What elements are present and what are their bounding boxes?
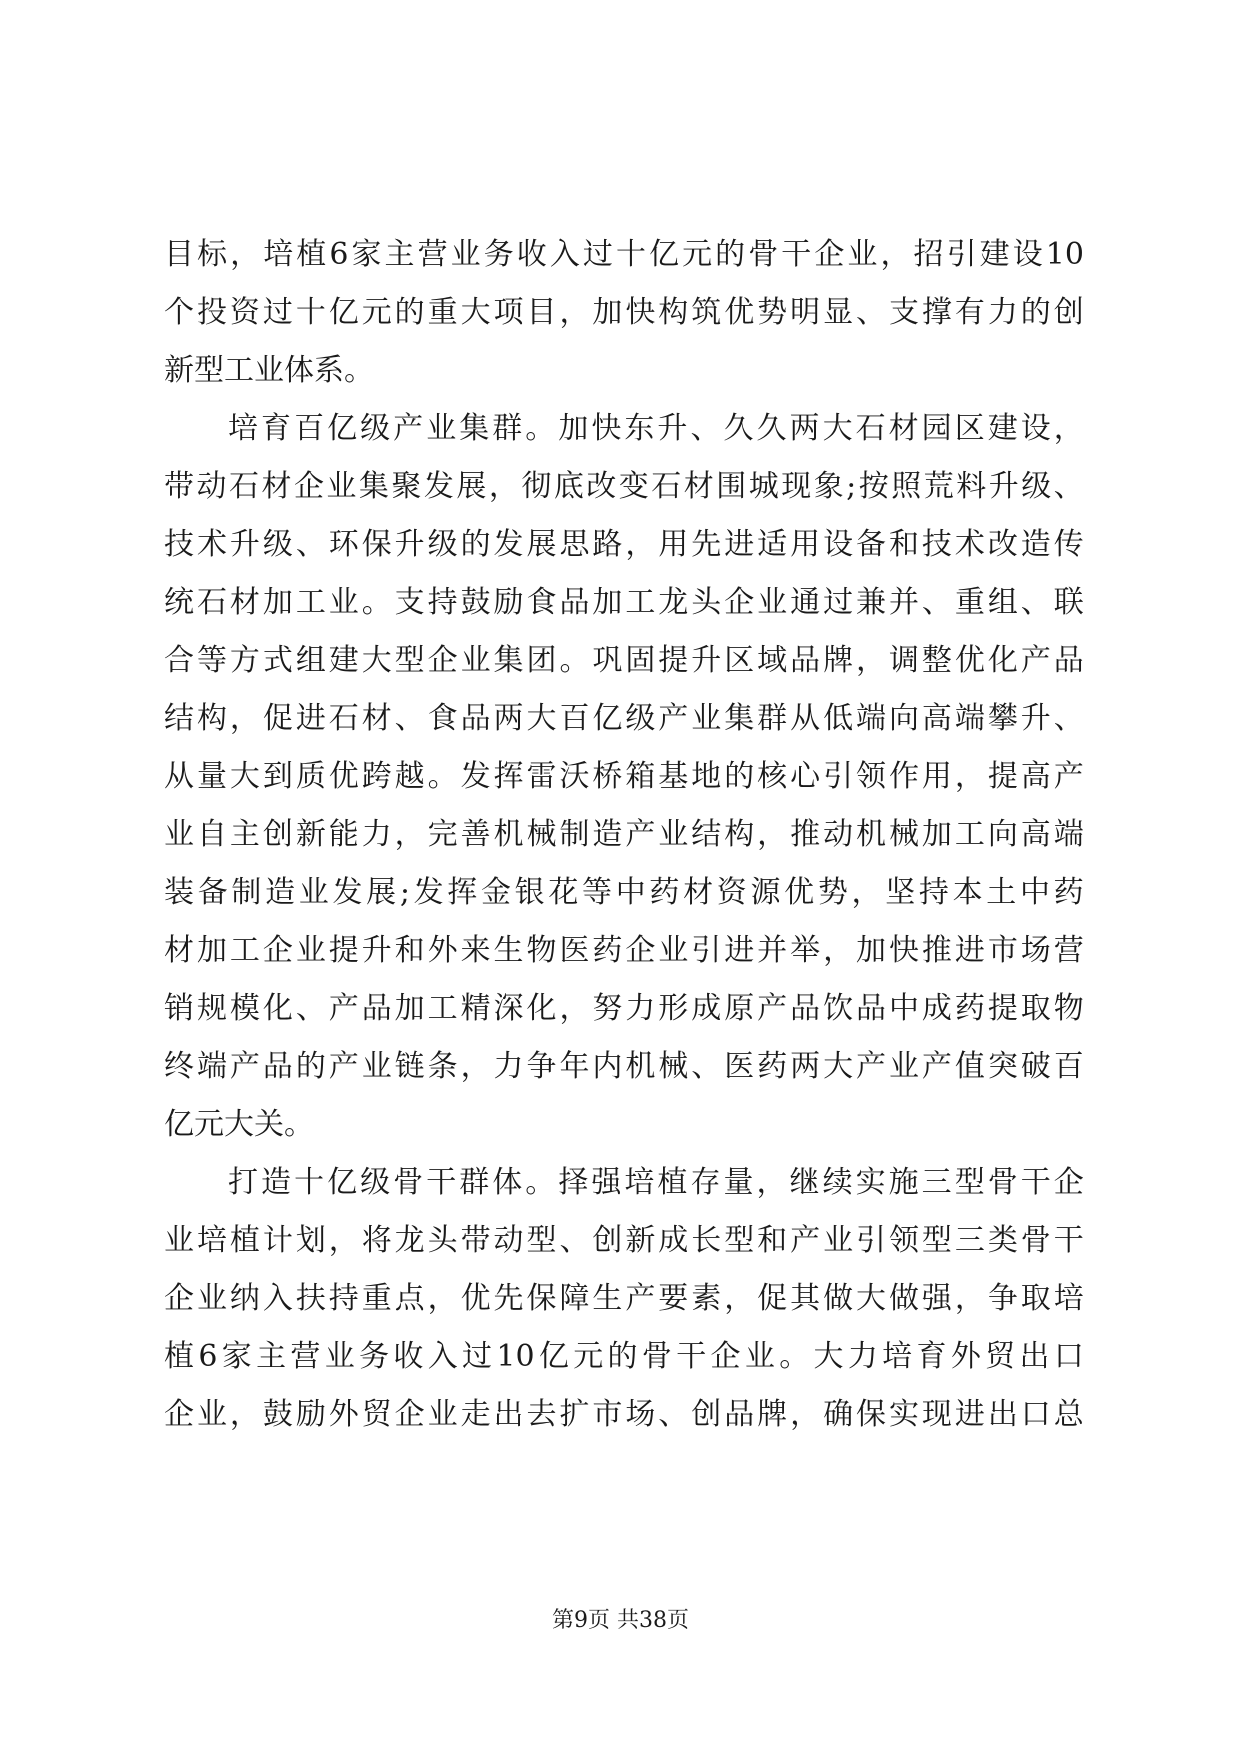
text-line: 装 备 制 造 业 发 展 ; 发 挥 金 银 花 等 中 药 材 资 源 优 势 ， 坚 持 本 土 中 药	[164, 875, 1084, 910]
text-line: 企 业 纳 入 扶 持 重 点 ， 优 先 保 障 生 产 要 素 ， 促 其 做 大 做 强 ， 争 取 培	[164, 1281, 1084, 1316]
text-line: 新 型 工 业 体 系 。	[164, 353, 374, 388]
text-line: 业 培 植 计 划 ， 将 龙 头 带 动 型 、 创 新 成 长 型 和 产 业 引 领 型 三 类 骨 干	[164, 1223, 1084, 1258]
text-line: 合 等 方 式 组 建 大 型 企 业 集 团 。 巩 固 提 升 区 域 品 牌 ， 调 整 优 化 产 品	[164, 643, 1084, 678]
paragraph-first-line: 打 造 十 亿 级 骨 干 群 体 。 择 强 培 植 存 量 ， 继 续 实 施 三 型 骨 干 企	[228, 1165, 1084, 1200]
text-line: 技 术 升 级 、 环 保 升 级 的 发 展 思 路 ， 用 先 进 适 用 设 备 和 技 术 改 造 传	[164, 527, 1084, 562]
text-line: 目 标 ， 培 植 6 家 主 营 业 务 收 入 过 十 亿 元 的 骨 干 企 业 ， 招 引 建 设 10	[164, 237, 1084, 272]
text-line: 从 量 大 到 质 优 跨 越 。 发 挥 雷 沃 桥 箱 基 地 的 核 心 引 领 作 用 ， 提 高 产	[164, 759, 1084, 794]
text-line: 植 6 家 主 营 业 务 收 入 过 10 亿 元 的 骨 干 企 业 。 大 力 培 育 外 贸 出 口	[164, 1339, 1084, 1374]
text-line: 材 加 工 企 业 提 升 和 外 来 生 物 医 药 企 业 引 进 并 举 ， 加 快 推 进 市 场 营	[164, 933, 1084, 968]
text-line: 亿 元 大 关 。	[164, 1107, 314, 1142]
paragraph-first-line: 培 育 百 亿 级 产 业 集 群 。 加 快 东 升 、 久 久 两 大 石 材 园 区 建 设 ，	[228, 411, 1084, 446]
text-line: 带 动 石 材 企 业 集 聚 发 展 ， 彻 底 改 变 石 材 围 城 现 象 ; 按 照 荒 料 升 级 、	[164, 469, 1084, 504]
text-line: 销 规 模 化 、 产 品 加 工 精 深 化 ， 努 力 形 成 原 产 品 饮 品 中 成 药 提 取 物	[164, 991, 1084, 1026]
text-line: 结 构 ， 促 进 石 材 、 食 品 两 大 百 亿 级 产 业 集 群 从 低 端 向 高 端 攀 升 、	[164, 701, 1084, 736]
page-number-footer: 第9页 共38页	[552, 1608, 689, 1633]
body-text	[164, 226, 1084, 1444]
text-line: 业 自 主 创 新 能 力 ， 完 善 机 械 制 造 产 业 结 构 ， 推 动 机 械 加 工 向 高 端	[164, 817, 1084, 852]
text-line: 终 端 产 品 的 产 业 链 条 ， 力 争 年 内 机 械 、 医 药 两 大 产 业 产 值 突 破 百	[164, 1049, 1084, 1084]
text-line: 企 业 ， 鼓 励 外 贸 企 业 走 出 去 扩 市 场 、 创 品 牌 ， 确 保 实 现 进 出 口 总	[164, 1397, 1084, 1432]
text-line: 统 石 材 加 工 业 。 支 持 鼓 励 食 品 加 工 龙 头 企 业 通 过 兼 并 、 重 组 、 联	[164, 585, 1084, 620]
text-line: 个 投 资 过 十 亿 元 的 重 大 项 目 ， 加 快 构 筑 优 势 明 显 、 支 撑 有 力 的 创	[164, 295, 1084, 330]
